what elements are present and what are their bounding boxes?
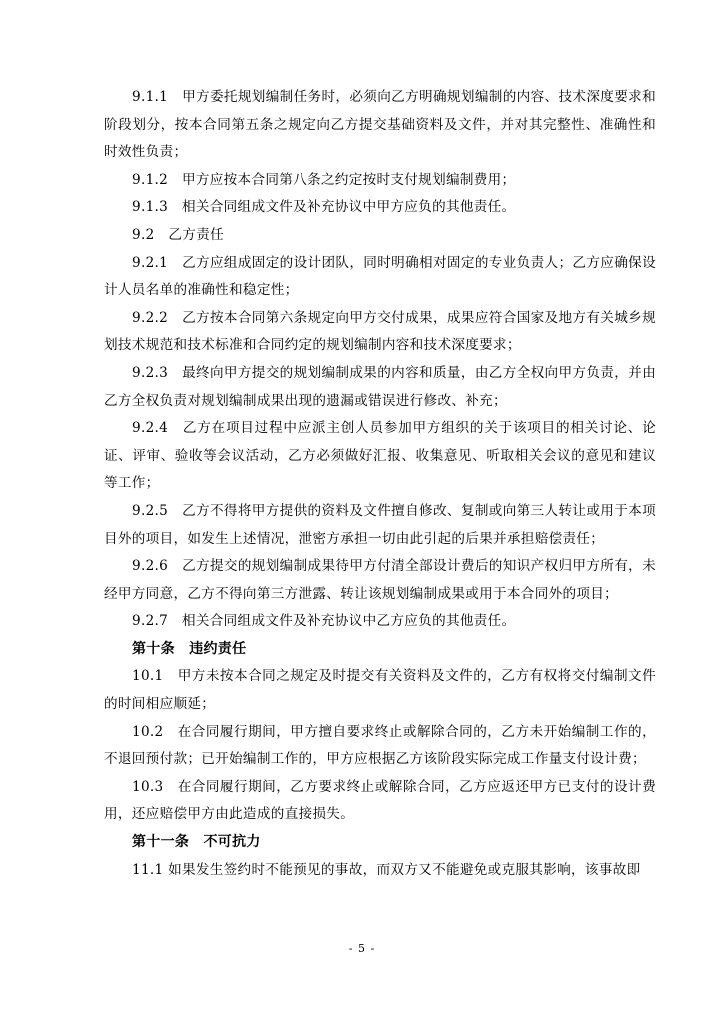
clause-9-1-2: 9.1.2 甲方应按本合同第八条之约定按时支付规划编制费用；: [132, 171, 516, 188]
clause-9-2-2: 9.2.2 乙方按本合同第六条规定向甲方交付成果，成果应符合国家及地方有关城乡规划技术规范和技术标准和合同约定的规划编制内容和技术深度要求；: [104, 309, 656, 354]
clause-9-2-4: 9.2.4 乙方在项目过程中应派主创人员参加甲方组织的关于该项目的相关讨论、论证、评审、验收等会议活动，乙方必须做好汇报、收集意见、听取相关会议的意见和建议等工作；: [104, 420, 656, 492]
page-number: - 5 -: [348, 942, 376, 955]
clause-9-1-3: 9.1.3 相关合同组成文件及补充协议中甲方应负的其他责任。: [132, 199, 516, 216]
clause-11-1: 11.1 如果发生签约时不能预见的事故，而双方又不能避免或克服其影响，该事故即: [132, 861, 641, 878]
clause-9-2-3: 9.2.3 最终向甲方提交的规划编制成果的内容和质量，由乙方全权向甲方负责，并由乙方全权负责对规划编制成果出现的遗漏或错误进行修改、补充；: [104, 364, 656, 409]
clause-9-2-6: 9.2.6 乙方提交的规划编制成果待甲方付清全部设计费后的知识产权归甲方所有，未经甲方同意，乙方不得向第三方泄露、转让该规划编制成果或用于本合同外的项目；: [104, 558, 656, 602]
clause-10-2: 10.2 在合同履行期间，甲方擅自要求终止或解除合同的，乙方未开始编制工作的，不退回预付款；已开始编制工作的，甲方应根据乙方该阶段实际完成工作量支付设计费；: [104, 723, 656, 768]
clause-9-2-title: 9.2 乙方责任: [132, 226, 224, 243]
clause-10-3: 10.3 在合同履行期间，乙方要求终止或解除合同，乙方应返还甲方已支付的设计费用，还应赔偿甲方由此造成的直接损失。: [104, 778, 656, 823]
clause-10-1: 10.1 甲方未按本合同之规定及时提交有关资料及文件的，乙方有权将交付编制文件的时间相应顺延；: [104, 668, 656, 713]
section-10-heading: 第十条 违约责任: [132, 640, 247, 657]
clause-9-2-1: 9.2.1 乙方应组成固定的设计团队，同时明确相对固定的专业负责人；乙方应确保设计人员名单的准确性和稳定性；: [104, 254, 656, 299]
section-11-heading: 第十一条 不可抗力: [132, 834, 261, 851]
clause-9-2-7: 9.2.7 相关合同组成文件及补充协议中乙方应负的其他责任。: [132, 613, 516, 630]
document-body: [104, 84, 656, 884]
clause-9-1-1: 9.1.1 甲方委托规划编制任务时，必须向乙方明确规划编制的内容、技术深度要求和阶段划分，按本合同第五条之规定向乙方提交基础资料及文件，并对其完整性、准确性和时效性负责；: [104, 89, 656, 161]
clause-9-2-5: 9.2.5 乙方不得将甲方提供的资料及文件擅自修改、复制或向第三人转让或用于本项目外的项目，如发生上述情况，泄密方承担一切由此引起的后果并承担赔偿责任；: [104, 502, 656, 547]
